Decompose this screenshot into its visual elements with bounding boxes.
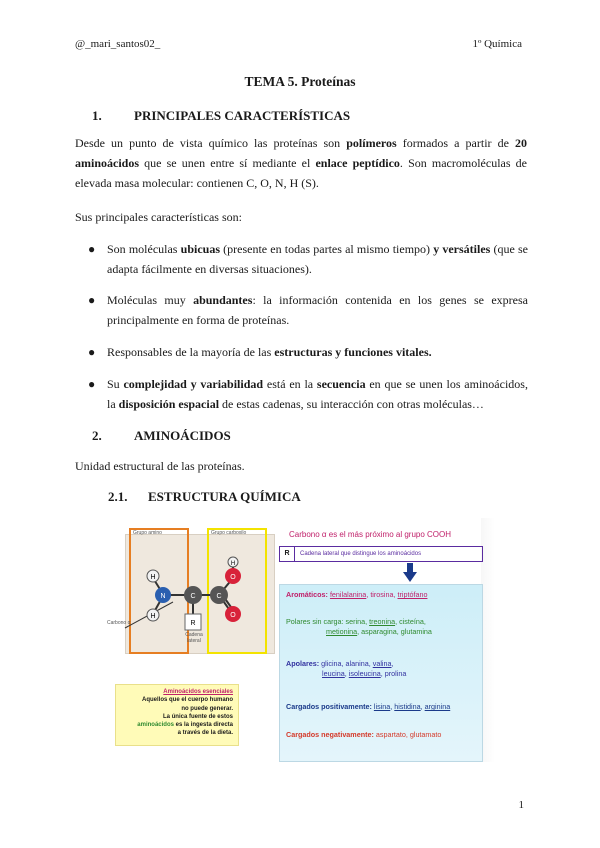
down-arrow-icon (403, 563, 417, 583)
aminoacid-name: glicina (321, 659, 342, 668)
category-label: Polares sin carga: (286, 617, 346, 626)
r-label: R (280, 547, 295, 561)
category-label: Cargados negativamente: (286, 730, 376, 739)
essential-highlight: aminoácidos (137, 722, 174, 729)
list-item-text (107, 239, 528, 279)
characteristics-intro: Sus principales características son: (75, 210, 242, 224)
section-2-number: 2. (92, 428, 102, 443)
text: Responsables de la mayoría de las (107, 345, 275, 359)
essential-line: La única fuente de estos (162, 713, 233, 720)
bold-text: 20 aminoácidos (75, 136, 527, 170)
positive-category (286, 702, 450, 712)
bold-text: disposición espacial (118, 397, 220, 411)
text: está en la (263, 377, 317, 391)
aminoacid-name: histidina (394, 702, 421, 711)
page-number: 1 (518, 799, 524, 811)
arrow-head (403, 572, 417, 582)
separator: , (420, 702, 425, 711)
aminoacid-name: lisina (373, 702, 391, 711)
separator: , (341, 659, 346, 668)
aminoacid-name: cisteína (399, 617, 424, 626)
aminoacid-name: metionina (326, 627, 358, 636)
aminoacid-name: arginina (424, 702, 451, 711)
separator: , (391, 659, 394, 668)
list-item (88, 342, 528, 362)
aminoacid-name: isoleucina (348, 669, 381, 678)
essential-line: no puede generar. (181, 705, 233, 712)
intro-paragraph (75, 133, 527, 193)
header-author: @_mari_santos02_ (75, 38, 161, 50)
category-label: Aromáticos: (286, 590, 330, 599)
apolar-category (286, 659, 406, 679)
separator: , (395, 617, 400, 626)
text: Son moléculas (107, 242, 181, 256)
text: en que se unen los aminoácidos, la (107, 377, 528, 411)
bold-text: estructuras y funciones vitales. (274, 345, 432, 359)
atom-r-label: R (190, 620, 196, 627)
text: Moléculas muy (107, 293, 194, 307)
separator: , (393, 590, 398, 599)
atom-h-label: H (150, 574, 156, 581)
bold-text: polímeros (346, 136, 397, 150)
text: . Son macromoléculas de elevada masa molecular: contienen C, O, N, H (S). (75, 156, 527, 190)
r-side-chain-box (279, 546, 483, 562)
bold-text: complejidad y variabilidad (123, 377, 264, 391)
arrow-shaft (407, 563, 413, 573)
molecule-diagram (107, 518, 277, 658)
bold-text: secuencia (316, 377, 366, 391)
amino-group-label: Grupo amino (133, 530, 162, 536)
aminoacid-name: aspartato (375, 730, 406, 739)
section-2-title: AMINOÁCIDOS (134, 428, 231, 443)
bullet-icon: ● (88, 345, 96, 359)
aminoacid-name: valina (372, 659, 392, 668)
essential-title: Aminoácidos esenciales (163, 689, 233, 695)
text: que se unen entre sí mediante el (139, 156, 316, 170)
indent (286, 627, 326, 636)
bold-text: enlace peptídico (315, 156, 400, 170)
polar-category (286, 617, 432, 637)
aminoacid-name: glutamina (400, 627, 432, 636)
figure-edge (481, 518, 495, 762)
text: (presente en todas partes al mismo tiempo) (220, 242, 434, 256)
side-chain-label: Cadena lateral (185, 632, 203, 644)
separator: , (423, 617, 426, 626)
text: formados a partir de (396, 136, 515, 150)
list-item-text (107, 374, 528, 414)
aminoacid-name: asparagina (361, 627, 397, 636)
subsection-2-1-heading (108, 489, 301, 505)
section-1-title: PRINCIPALES CARACTERÍSTICAS (134, 108, 351, 123)
bold-text: ubicuas (180, 242, 220, 256)
separator: , (380, 669, 385, 678)
text: Su (107, 377, 124, 391)
bullet-icon: ● (88, 242, 96, 256)
list-item (88, 374, 528, 414)
header-course: 1º Química (472, 38, 522, 50)
section-1-number: 1. (92, 108, 102, 123)
aminoacid-name: fenilalanina (329, 590, 367, 599)
subsection-number: 2.1. (108, 489, 128, 504)
bold-text: abundantes (193, 293, 253, 307)
aminoacid-structure-figure (107, 518, 495, 758)
aminoacid-classes-panel (279, 584, 483, 762)
aminoacid-name: triptófano (397, 590, 428, 599)
atom-h-label: H (150, 613, 156, 620)
carbon-alpha-caption: Carbono α es el más próximo al grupo COOH (289, 530, 452, 539)
aminoacid-name: leucina (322, 669, 345, 678)
text: (que se adapta fácilmente en diversas situaciones). (107, 242, 528, 276)
list-item-text (107, 290, 528, 330)
separator: , (396, 627, 401, 636)
text: Desde un punto de vista químico las proteínas son (75, 136, 347, 150)
aromatic-category (286, 590, 427, 600)
list-item-text (107, 342, 528, 362)
carboxyl-group-label: Grupo carboxilo (211, 530, 247, 536)
atom-n-label: N (160, 593, 166, 600)
r-description: Cadena lateral que distingue los aminoácidos (300, 551, 422, 557)
subsection-title: ESTRUCTURA QUÍMICA (148, 489, 301, 504)
list-item (88, 290, 528, 330)
atom-o-label: O (230, 612, 236, 619)
aminoacid-name: tirosina (370, 590, 394, 599)
separator: , (390, 702, 395, 711)
category-label: Apolares: (286, 659, 322, 668)
negative-category (286, 730, 441, 740)
category-label: Cargados positivamente: (286, 702, 374, 711)
aminoacid-name: alanina (345, 659, 369, 668)
separator: , (344, 669, 349, 678)
separator: , (366, 590, 371, 599)
aminoacid-name: serina (345, 617, 366, 626)
essential-line (116, 721, 233, 729)
aminoacids-paragraph: Unidad estructural de las proteínas. (75, 459, 245, 473)
separator: , (365, 617, 370, 626)
list-item (88, 239, 528, 279)
separator: , (368, 659, 373, 668)
atom-o-label: O (230, 574, 236, 581)
bullet-icon: ● (88, 293, 96, 307)
essential-aminoacids-note (115, 684, 239, 746)
separator: , (405, 730, 410, 739)
carbon-alpha-label: Carbono α (107, 620, 131, 626)
bold-text: y versátiles (433, 242, 491, 256)
essential-text: es la ingesta directa (173, 722, 233, 729)
separator: , (357, 627, 362, 636)
atom-c-label: C (190, 593, 196, 600)
page-title: TEMA 5. Proteínas (244, 74, 356, 89)
section-2-heading (92, 428, 231, 444)
aminoacid-name: prolina (384, 669, 407, 678)
atom-c-label: C (216, 593, 222, 600)
text: de estas cadenas, su interacción con otras moléculas… (219, 397, 484, 411)
indent (286, 669, 322, 678)
aminoacid-name: glutamato (409, 730, 442, 739)
bullet-icon: ● (88, 377, 96, 391)
text: : la información contenida en los genes se expresa principalmente en forma de proteínas. (107, 293, 528, 327)
section-1-heading (92, 108, 350, 124)
atom-h-label: H (230, 561, 236, 567)
aminoacid-name: treonina (369, 617, 396, 626)
essential-line: Aquellos que el cuerpo humano (141, 697, 233, 704)
essential-line: a través de la dieta. (177, 730, 233, 737)
